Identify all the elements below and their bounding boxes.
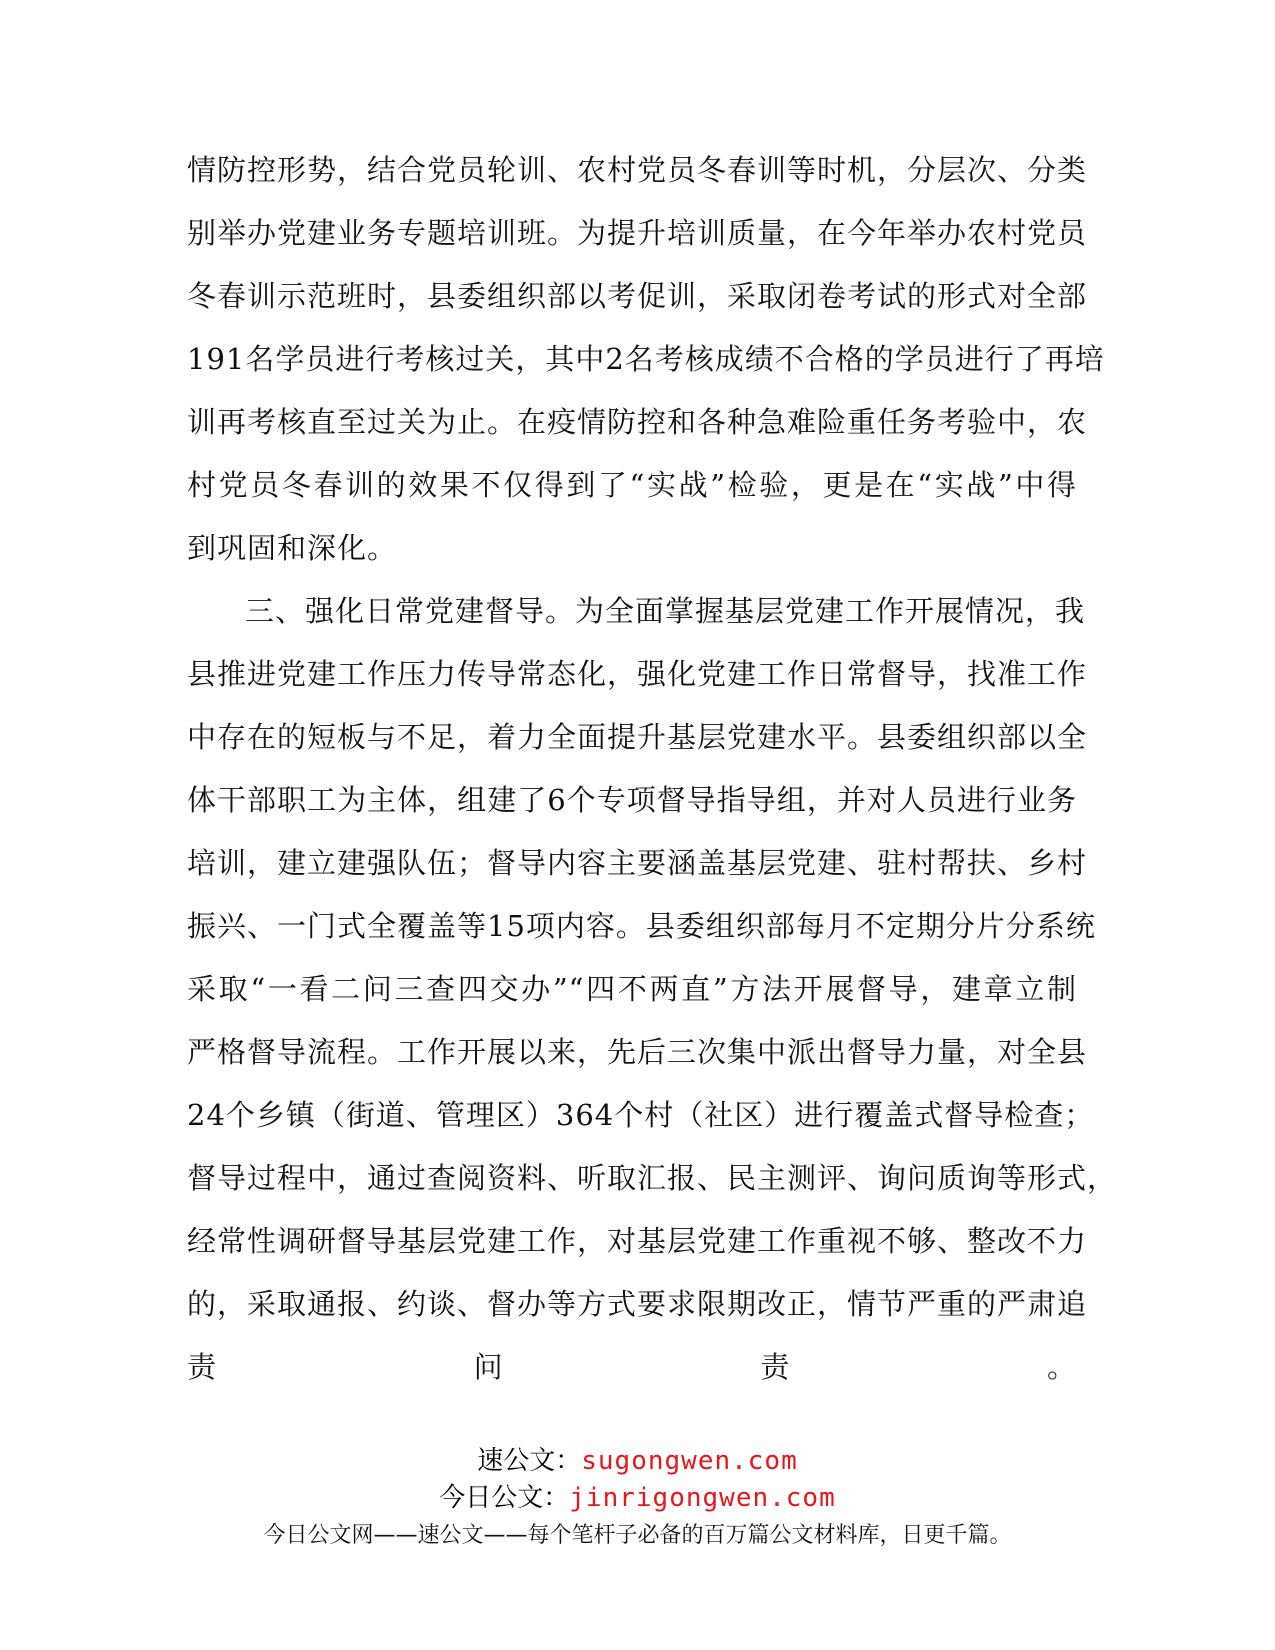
paragraph-1 [187,139,1105,580]
footer-jinrigongwen [0,1480,1275,1517]
paragraph-line: 振兴、一门式全覆盖等15项内容。县委组织部每月不定期分片分系统 [187,909,1096,943]
paragraph-line: 培训，建立建强队伍；督导内容主要涵盖基层党建、驻村帮扶、乡村 [187,846,1088,880]
paragraph-line: 经常性调研督导基层党建工作，对基层党建工作重视不够、整改不力 [187,1224,1088,1258]
paragraph-line: 训再考核直至过关为止。在疫情防控和各种急难险重任务考验中，农 [187,405,1088,439]
paragraph-line: 别举办党建业务专题培训班。为提升培训质量，在今年举办农村党员 [187,216,1088,250]
footer-label: 今日公文： [439,1483,570,1513]
paragraph-line: 中存在的短板与不足，着力全面提升基层党建水平。县委组织部以全 [187,720,1088,754]
footer-label: 速公文： [477,1446,582,1476]
document-body [187,139,1118,1462]
paragraph-line: 的，采取通报、约谈、督办等方式要求限期改正，情节严重的严肃追 [187,1287,1088,1321]
paragraph-2 [187,580,1118,1462]
paragraph-line: 冬春训示范班时，县委组织部以考促训，采取闭卷考试的形式对全部 [187,279,1088,313]
footer-sugongwen [0,1443,1275,1480]
paragraph-line: 督导过程中，通过查阅资料、听取汇报、民主测评、询问质询等形式， [187,1161,1118,1195]
paragraph-line: 严格督导流程。工作开展以来，先后三次集中派出督导力量，对全县 [187,1035,1088,1069]
paragraph-line: 191名学员进行考核过关，其中2名考核成绩不合格的学员进行了再培 [187,342,1105,376]
paragraph-line: 体干部职工为主体，组建了6个专项督导指导组，并对人员进行业务 [187,783,1077,817]
jinrigongwen-link[interactable]: jinrigongwen.com [569,1483,836,1513]
paragraph-line: 村党员冬春训的效果不仅得到了“实战”检验，更是在“实战”中得 [187,468,1077,502]
paragraph-line: 到巩固和深化。 [187,531,398,565]
page-footer [0,1443,1275,1553]
paragraph-line: 24个乡镇（街道、管理区）364个村（社区）进行覆盖式督导检查； [187,1098,1095,1132]
footer-slogan: 今日公文网——速公文——每个笔杆子必备的百万篇公文材料库，日更千篇。 [263,1523,1012,1548]
sugongwen-link[interactable]: sugongwen.com [581,1446,798,1476]
paragraph-first-line: 三、强化日常党建督导。为全面掌握基层党建工作开展情况，我 [245,594,1086,628]
paragraph-line: 情防控形势，结合党员轮训、农村党员冬春训等时机，分层次、分类 [187,153,1088,187]
paragraph-line: 采取“一看二问三查四交办”“四不两直”方法开展督导，建章立制 [187,972,1077,1006]
paragraph-line: 责问责。 [187,1350,1077,1384]
paragraph-line: 县推进党建工作压力传导常态化，强化党建工作日常督导，找准工作 [187,657,1088,691]
